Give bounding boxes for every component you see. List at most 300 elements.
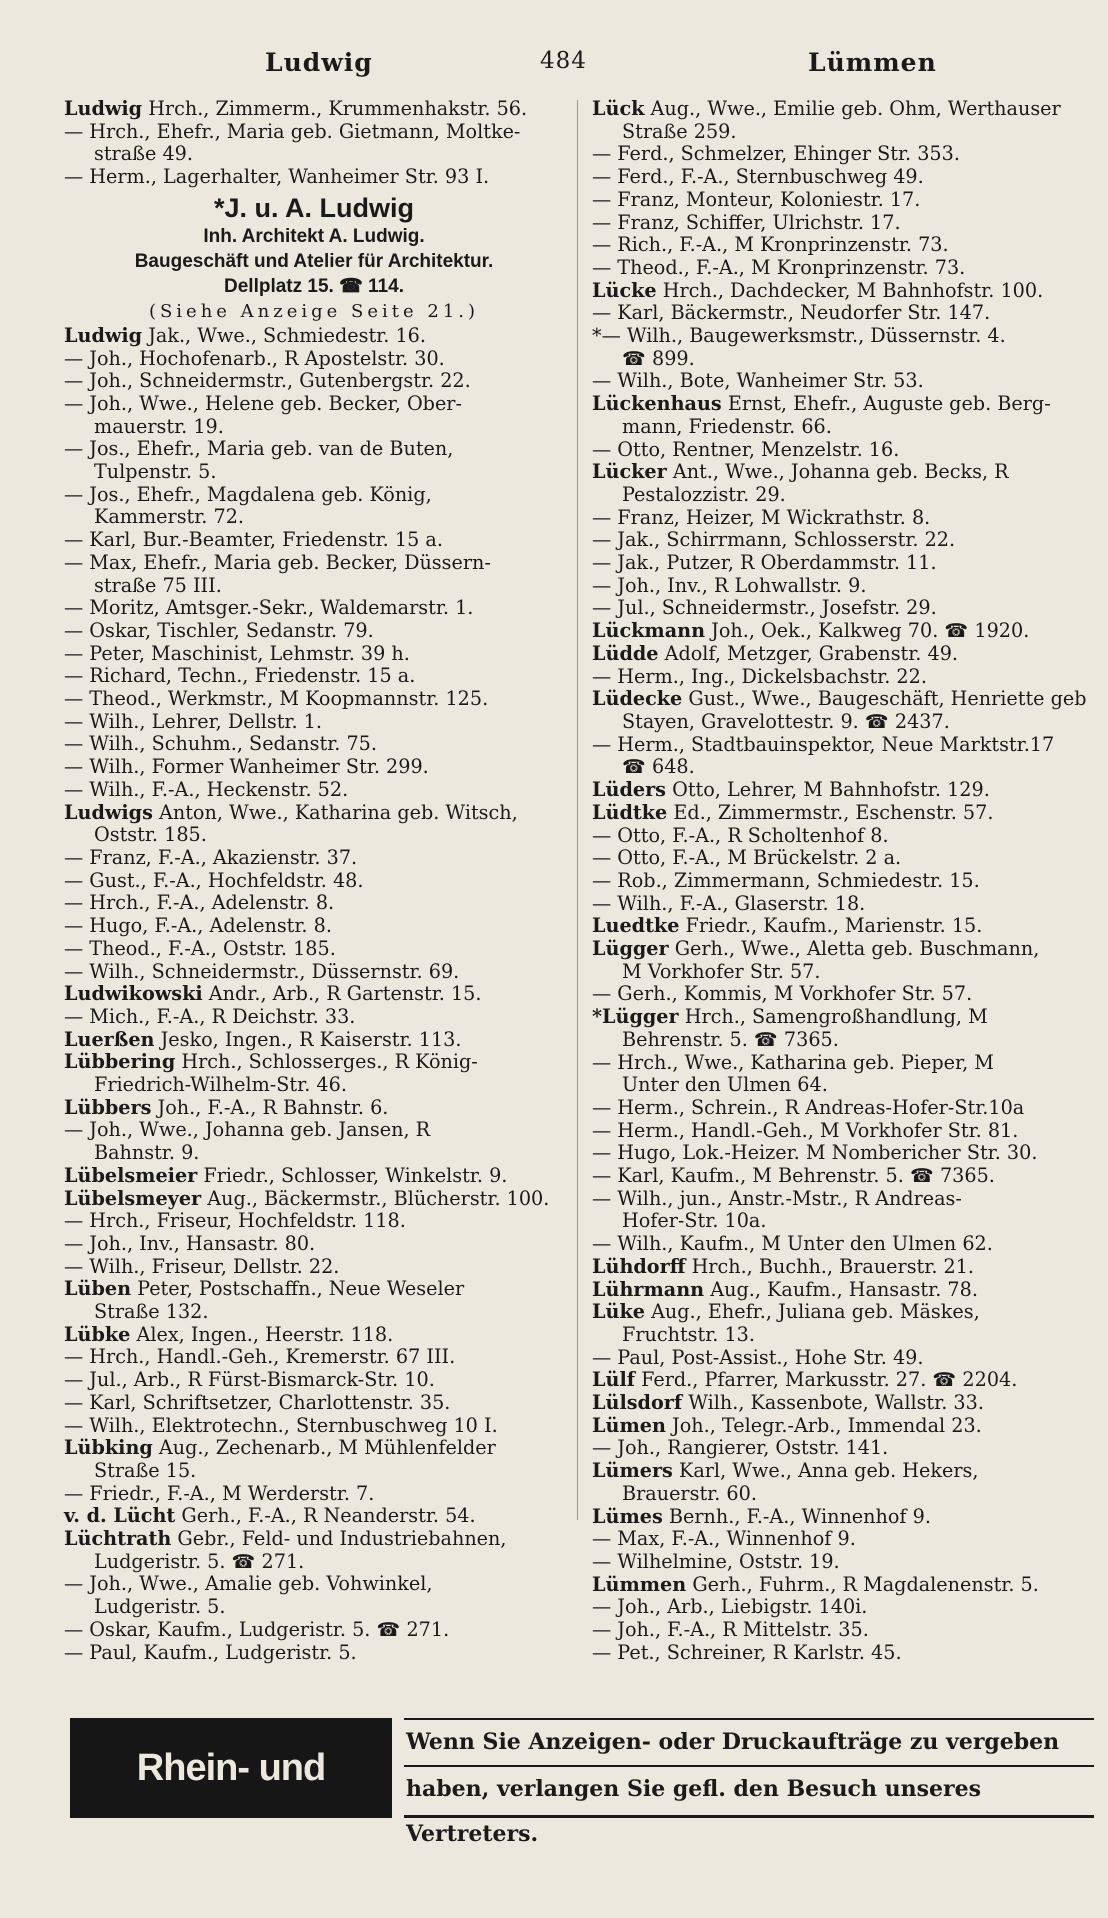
directory-entry <box>64 983 564 1006</box>
ad-reference: (Siehe Anzeige Seite 21.) <box>148 300 480 322</box>
entry-details: — Wilh., Lehrer, Dellstr. 1. <box>64 709 322 733</box>
directory-entry <box>64 1278 564 1323</box>
directory-entry <box>64 597 564 620</box>
entry-surname: v. d. Lücht <box>64 1504 176 1528</box>
footer-line-1: Wenn Sie Anzeigen- oder Druckaufträge zu vergeben <box>404 1720 1094 1767</box>
directory-entry <box>592 779 1092 802</box>
directory-entry <box>592 280 1092 303</box>
entry-details: — Max, Ehefr., Maria geb. Becker, Düssern- <box>64 550 491 574</box>
entry-surname: Lüdde <box>592 641 659 665</box>
directory-entry <box>592 734 1092 779</box>
directory-entry <box>592 620 1092 643</box>
entry-details: — Wilh., F.-A., Glaserstr. 18. <box>592 891 866 915</box>
directory-entry <box>592 870 1092 893</box>
entry-details: Friedr., Kaufm., Marienstr. 15. <box>685 914 983 938</box>
directory-entry <box>592 1506 1092 1529</box>
directory-entry <box>592 1233 1092 1256</box>
directory-entry <box>64 688 564 711</box>
directory-entry <box>592 1279 1092 1302</box>
directory-entry <box>64 892 564 915</box>
entry-surname: Lücke <box>592 278 657 302</box>
entry-surname: Lülsdorf <box>592 1391 683 1415</box>
footer-line-2: haben, verlangen Sie gefl. den Besuch unseres Vertreters. <box>406 1776 981 1847</box>
entry-continuation: Hofer-Str. 10a. <box>622 1209 767 1233</box>
entry-details: — Karl, Schriftsetzer, Charlottenstr. 35. <box>64 1390 451 1414</box>
entry-details: — Joh., Arb., Liebigstr. 140i. <box>592 1595 868 1619</box>
entry-details: — Herm., Ing., Dickelsbachstr. 22. <box>592 664 927 688</box>
entry-line <box>592 393 1092 416</box>
entry-line <box>592 802 1092 825</box>
directory-entry <box>64 1256 564 1279</box>
entry-details: — Gerh., Kommis, M Vorkhofer Str. 57. <box>592 982 973 1006</box>
entry-line <box>592 1233 1092 1256</box>
entry-details: — Joh., Inv., Hansastr. 80. <box>64 1231 316 1255</box>
entry-surname: Luerßen <box>64 1027 155 1051</box>
entry-line <box>64 1346 564 1369</box>
entry-line <box>64 121 564 144</box>
entry-details: Hrch., Samengroßhandlung, M <box>684 1005 988 1029</box>
directory-entry <box>592 575 1092 598</box>
entry-details: — Joh., Hochofenarb., R Apostelstr. 30. <box>64 346 445 370</box>
entry-details: — Peter, Maschinist, Lehmstr. 39 h. <box>64 641 410 665</box>
directory-entry <box>592 1642 1092 1665</box>
entry-continuation: Tulpenstr. 5. <box>94 460 217 484</box>
entry-line <box>64 847 564 870</box>
entry-line <box>64 1188 564 1211</box>
entry-line <box>64 1415 564 1438</box>
entry-details: — Karl, Bäckermstr., Neudorfer Str. 147. <box>592 301 991 325</box>
directory-entry <box>592 643 1092 666</box>
entry-details: Hrch., Dachdecker, M Bahnhofstr. 100. <box>662 278 1044 302</box>
directory-entry <box>592 189 1092 212</box>
entry-line <box>592 1642 1092 1665</box>
entry-line <box>592 1097 1092 1120</box>
directory-entry <box>64 1051 564 1096</box>
entry-details: — Jos., Ehefr., Maria geb. van de Buten, <box>64 437 454 461</box>
entry-line <box>592 1415 1092 1438</box>
entry-line <box>64 1165 564 1188</box>
directory-entry <box>592 257 1092 280</box>
entry-line <box>592 507 1092 530</box>
entry-details: — Richard, Techn., Friedenstr. 15 a. <box>64 664 416 688</box>
entry-line <box>64 1324 564 1347</box>
directory-entry <box>592 1347 1092 1370</box>
entry-continuation: Kammerstr. 72. <box>94 505 245 529</box>
entry-line <box>64 1437 564 1460</box>
entry-details: Ant., Wwe., Johanna geb. Becks, R <box>672 460 1009 484</box>
entry-line <box>64 166 564 189</box>
entry-details: — Ferd., Schmelzer, Ehinger Str. 353. <box>592 142 960 166</box>
entry-line <box>64 665 564 688</box>
directory-entry <box>592 98 1092 143</box>
entry-continuation: straße 75 III. <box>94 573 222 597</box>
entry-surname: Lübelsmeyer <box>64 1186 202 1210</box>
entry-details: Jesko, Ingen., R Kaiserstr. 113. <box>160 1027 462 1051</box>
page-number: 484 <box>540 48 587 74</box>
entry-details: — Otto, F.-A., R Scholtenhof 8. <box>592 823 889 847</box>
entry-line <box>592 1188 1092 1211</box>
entry-details: — Jak., Schirrmann, Schlosserstr. 22. <box>592 528 956 552</box>
entry-line <box>64 1573 564 1596</box>
directory-entry <box>592 529 1092 552</box>
directory-entry <box>64 1006 564 1029</box>
directory-entry <box>64 938 564 961</box>
entry-details: — Franz, F.-A., Akazienstr. 37. <box>64 845 358 869</box>
directory-entry <box>592 461 1092 506</box>
directory-entry <box>592 597 1092 620</box>
entry-line <box>592 189 1092 212</box>
directory-entry <box>64 98 564 121</box>
directory-entry <box>64 1210 564 1233</box>
directory-entry <box>592 688 1092 733</box>
entry-surname: Lübbering <box>64 1050 176 1074</box>
entry-surname: Lüke <box>592 1300 645 1324</box>
entry-details: — Mich., F.-A., R Deichstr. 33. <box>64 1004 356 1028</box>
entry-line <box>592 1165 1092 1188</box>
directory-entry <box>592 507 1092 530</box>
directory-entry <box>592 983 1092 1006</box>
entry-details: Aug., Kaufm., Hansastr. 78. <box>710 1277 978 1301</box>
directory-entry <box>592 1574 1092 1597</box>
entry-line <box>592 1619 1092 1642</box>
directory-entry <box>64 1324 564 1347</box>
entry-line <box>592 529 1092 552</box>
directory-entry <box>64 552 564 597</box>
entry-line <box>592 302 1092 325</box>
entry-line <box>592 1392 1092 1415</box>
entry-details: — Otto, Rentner, Menzelstr. 16. <box>592 437 900 461</box>
directory-entry <box>64 1392 564 1415</box>
entry-continuation: Ludgeristr. 5. <box>94 1595 226 1619</box>
directory-entry <box>592 915 1092 938</box>
entry-line <box>64 393 564 416</box>
entry-continuation: Oststr. 185. <box>94 823 207 847</box>
directory-entry <box>64 1437 564 1482</box>
entry-details: — Rob., Zimmermann, Schmiedestr. 15. <box>592 868 980 892</box>
entry-line <box>592 1006 1092 1029</box>
entry-details: — Moritz, Amtsger.-Sekr., Waldemarstr. 1. <box>64 596 474 620</box>
directory-entry <box>592 1619 1092 1642</box>
directory-entry <box>64 1505 564 1528</box>
directory-entry <box>64 1119 564 1164</box>
directory-entry <box>592 893 1092 916</box>
entry-details: — Paul, Kaufm., Ludgeristr. 5. <box>64 1640 357 1664</box>
directory-entry <box>64 870 564 893</box>
entry-details: Anton, Wwe., Katharina geb. Witsch, <box>159 800 518 824</box>
directory-entry <box>592 439 1092 462</box>
entry-continuation: Fruchtstr. 13. <box>622 1322 755 1346</box>
entry-surname: Lückmann <box>592 619 706 643</box>
ad-business: Baugeschäft und Atelier für Architektur. <box>134 250 494 272</box>
entry-details: Friedr., Schlosser, Winkelstr. 9. <box>203 1163 508 1187</box>
entry-surname: Lübke <box>64 1322 131 1346</box>
entry-continuation: mauerstr. 19. <box>94 414 224 438</box>
directory-entry <box>64 847 564 870</box>
entry-line <box>592 666 1092 689</box>
directory-entry <box>64 733 564 756</box>
entry-details: Hrch., Schlosserges., R König- <box>181 1050 478 1074</box>
entry-details: Peter, Postschaffn., Neue Weseler <box>137 1277 465 1301</box>
entry-line <box>64 870 564 893</box>
entry-surname: Lülf <box>592 1368 635 1392</box>
entry-continuation: Straße 15. <box>94 1458 197 1482</box>
directory-entry <box>64 756 564 779</box>
directory-entry <box>592 1596 1092 1619</box>
entry-details: — Franz, Monteur, Koloniestr. 17. <box>592 187 921 211</box>
entry-surname: Lübking <box>64 1436 153 1460</box>
entry-details: — Herm., Stadtbauinspektor, Neue Marktstr.17 <box>592 732 1055 756</box>
entry-details: — Oskar, Kaufm., Ludgeristr. 5. ☎ 271. <box>64 1617 450 1641</box>
directory-entry <box>64 370 564 393</box>
entry-surname: Ludwikowski <box>64 982 203 1006</box>
entry-details: — Wilh., Bote, Wanheimer Str. 53. <box>592 369 924 393</box>
entry-line <box>64 802 564 825</box>
directory-entry <box>592 938 1092 983</box>
entry-details: Ed., Zimmermstr., Eschenstr. 57. <box>673 800 994 824</box>
entry-details: — Joh., Inv., R Lohwallstr. 9. <box>592 573 867 597</box>
entry-continuation: Bahnstr. 9. <box>94 1141 200 1165</box>
entry-details: — Joh., Schneidermstr., Gutenbergstr. 22. <box>64 369 471 393</box>
directory-entry <box>64 1528 564 1573</box>
entry-details: — Rich., F.-A., M Kronprinzenstr. 73. <box>592 233 949 257</box>
entry-continuation: Stayen, Gravelottestr. 9. ☎ 2437. <box>622 709 950 733</box>
entry-continuation: ☎ 899. <box>622 346 695 370</box>
entry-details: Adolf, Metzger, Grabenstr. 49. <box>664 641 959 665</box>
entry-line <box>592 734 1092 757</box>
entry-surname: Lückenhaus <box>592 392 722 416</box>
entry-line <box>592 915 1092 938</box>
entry-surname: Lügger <box>592 937 669 961</box>
directory-entry <box>64 1369 564 1392</box>
directory-entry <box>592 1392 1092 1415</box>
entry-line <box>592 1528 1092 1551</box>
directory-entry <box>64 1165 564 1188</box>
directory-entry <box>592 1052 1092 1097</box>
newspaper-banner: Rhein- und Ruhrzeitung <box>70 1718 392 1818</box>
directory-entry <box>592 1120 1092 1143</box>
entry-details: Aug., Bäckermstr., Blücherstr. 100. <box>207 1186 550 1210</box>
directory-entry <box>592 325 1092 370</box>
directory-entry <box>592 393 1092 438</box>
entry-line <box>64 1369 564 1392</box>
entry-details: — Wilh., Friseur, Dellstr. 22. <box>64 1254 340 1278</box>
entry-line <box>592 893 1092 916</box>
entry-line <box>64 779 564 802</box>
entry-details: — Herm., Handl.-Geh., M Vorkhofer Str. 81. <box>592 1118 1019 1142</box>
ludwig-advertisement <box>64 193 564 323</box>
entry-details: — Wilh., Schneidermstr., Düssernstr. 69. <box>64 959 460 983</box>
entry-details: Hrch., Zimmerm., Krummenhakstr. 56. <box>148 97 528 120</box>
entry-details: — Karl, Bur.-Beamter, Friedenstr. 15 a. <box>64 528 443 552</box>
entry-details: — Wilh., Schuhm., Sedanstr. 75. <box>64 732 377 756</box>
directory-entry <box>64 961 564 984</box>
entry-continuation: mann, Friedenstr. 66. <box>622 414 832 438</box>
entry-details: — Hrch., Friseur, Hochfeldstr. 118. <box>64 1209 406 1233</box>
entry-surname: Lümen <box>592 1413 666 1437</box>
entry-details: — Theod., Werkmstr., M Koopmannstr. 125. <box>64 687 489 711</box>
entry-line <box>64 1642 564 1665</box>
directory-entry <box>64 915 564 938</box>
entry-line <box>64 1483 564 1506</box>
entry-line <box>592 257 1092 280</box>
entry-details: — Jul., Arb., R Fürst-Bismarck-Str. 10. <box>64 1368 435 1392</box>
entry-line <box>592 143 1092 166</box>
entry-details: — Ferd., F.-A., Sternbuschweg 49. <box>592 165 924 189</box>
entry-line <box>592 620 1092 643</box>
directory-entry <box>592 802 1092 825</box>
entry-continuation: Unter den Ulmen 64. <box>622 1073 828 1097</box>
entry-line <box>64 711 564 734</box>
directory-entry <box>592 1460 1092 1505</box>
directory-entry <box>64 484 564 529</box>
entry-line <box>592 1052 1092 1075</box>
entry-line <box>64 1119 564 1142</box>
entry-surname: Lüdtke <box>592 800 668 824</box>
entry-line <box>64 348 564 371</box>
entry-details: Ferd., Pfarrer, Markusstr. 27. ☎ 2204. <box>641 1368 1018 1392</box>
entry-details: — Karl, Kaufm., M Behrenstr. 5. ☎ 7365. <box>592 1164 995 1188</box>
directory-entry <box>64 711 564 734</box>
entry-details: — Theod., F.-A., M Kronprinzenstr. 73. <box>592 255 966 279</box>
entry-details: Gerh., Fuhrm., R Magdalenenstr. 5. <box>692 1572 1039 1596</box>
entry-details: Alex, Ingen., Heerstr. 118. <box>136 1322 394 1346</box>
entry-continuation: Pestalozzistr. 29. <box>622 482 786 506</box>
entry-line <box>592 1551 1092 1574</box>
entry-surname: Ludwig <box>64 323 143 347</box>
directory-entry <box>64 1483 564 1506</box>
directory-entry <box>592 1006 1092 1051</box>
directory-entry <box>592 1188 1092 1233</box>
entry-details: — Hugo, F.-A., Adelenstr. 8. <box>64 914 332 938</box>
entry-details: — Hrch., Ehefr., Maria geb. Gietmann, Moltke- <box>64 119 521 143</box>
entry-details: — Wilh., jun., Anstr.-Mstr., R Andreas- <box>592 1186 962 1210</box>
entry-line <box>592 1142 1092 1165</box>
entry-details: — Paul, Post-Assist., Hohe Str. 49. <box>592 1345 924 1369</box>
entry-details: — Gust., F.-A., Hochfeldstr. 48. <box>64 868 364 892</box>
entry-surname: Lübbers <box>64 1095 152 1119</box>
directory-entry <box>64 438 564 483</box>
entry-line <box>592 1256 1092 1279</box>
entry-details: — Friedr., F.-A., M Werderstr. 7. <box>64 1481 375 1505</box>
directory-entry <box>64 643 564 666</box>
entry-details: — Jak., Putzer, R Oberdammstr. 11. <box>592 551 937 575</box>
entry-line <box>592 847 1092 870</box>
entry-line <box>592 234 1092 257</box>
directory-entry <box>64 779 564 802</box>
entry-details: Wilh., Kassenbote, Wallstr. 33. <box>688 1391 984 1415</box>
entry-line <box>64 643 564 666</box>
entry-line <box>64 688 564 711</box>
entry-surname: Luedtke <box>592 914 680 938</box>
entry-surname: Ludwigs <box>64 800 153 824</box>
directory-entry <box>592 1256 1092 1279</box>
directory-entry <box>592 143 1092 166</box>
directory-entry <box>592 1437 1092 1460</box>
entry-surname: Lühdorff <box>592 1254 686 1278</box>
entry-details: Gebr., Feld- und Industriebahnen, <box>177 1527 507 1551</box>
entry-line <box>64 597 564 620</box>
entry-details: — Joh., Rangierer, Oststr. 141. <box>592 1436 889 1460</box>
directory-entry <box>592 847 1092 870</box>
entry-line <box>592 1120 1092 1143</box>
entry-line <box>64 1097 564 1120</box>
entry-continuation: Behrenstr. 5. ☎ 7365. <box>622 1027 839 1051</box>
directory-entry <box>592 1142 1092 1165</box>
entry-details: Karl, Wwe., Anna geb. Hekers, <box>678 1459 979 1483</box>
directory-entry <box>592 370 1092 393</box>
entry-details: — Pet., Schreiner, R Karlstr. 45. <box>592 1640 902 1664</box>
entry-details: — Oskar, Tischler, Sedanstr. 79. <box>64 618 374 642</box>
entry-surname: Lüchtrath <box>64 1527 172 1551</box>
entry-line <box>64 1233 564 1256</box>
entry-line <box>592 1506 1092 1529</box>
entry-continuation: straße 49. <box>94 142 193 166</box>
entry-line <box>64 1256 564 1279</box>
right-column <box>592 97 1092 1664</box>
entry-line <box>592 1437 1092 1460</box>
entry-details: — Wilh., F.-A., Heckenstr. 52. <box>64 777 349 801</box>
entry-line <box>64 98 564 121</box>
entry-details: Aug., Ehefr., Juliana geb. Mäskes, <box>651 1300 980 1324</box>
entry-details: Joh., Telegr.-Arb., Immendal 23. <box>672 1413 982 1437</box>
directory-entry <box>592 1551 1092 1574</box>
entry-line <box>592 825 1092 848</box>
directory-entry <box>64 121 564 166</box>
entry-details: — Herm., Schrein., R Andreas-Hofer-Str.10a <box>592 1095 1025 1119</box>
directory-entry <box>592 552 1092 575</box>
entry-line <box>64 325 564 348</box>
entry-line <box>64 756 564 779</box>
entry-line <box>64 915 564 938</box>
footer-advertisement <box>404 1718 1094 1847</box>
entry-line <box>592 98 1092 121</box>
entry-details: — Joh., Wwe., Johanna geb. Jansen, R <box>64 1118 431 1142</box>
entry-line <box>592 439 1092 462</box>
entry-line <box>592 280 1092 303</box>
header-left-keyword: Ludwig <box>265 48 373 77</box>
entry-details: Bernh., F.-A., Winnenhof 9. <box>668 1504 931 1528</box>
directory-entry <box>64 1233 564 1256</box>
directory-entry <box>64 1619 564 1642</box>
directory-entry <box>592 302 1092 325</box>
entry-line <box>592 983 1092 1006</box>
entry-details: — Wilh., Kaufm., M Unter den Ulmen 62. <box>592 1232 993 1256</box>
entry-line <box>592 779 1092 802</box>
entry-surname: Lüdecke <box>592 687 683 711</box>
entry-details: — Franz, Schiffer, Ulrichstr. 17. <box>592 210 901 234</box>
directory-entry <box>592 1369 1092 1392</box>
entry-line <box>592 325 1092 348</box>
entry-line <box>592 643 1092 666</box>
entry-details: Joh., F.-A., R Bahnstr. 6. <box>157 1095 389 1119</box>
entry-line <box>64 1278 564 1301</box>
entry-surname: Lücker <box>592 460 667 484</box>
entry-details: Gerh., F.-A., R Neanderstr. 54. <box>181 1504 476 1528</box>
entry-surname: *Lügger <box>592 1005 679 1029</box>
entry-details: Hrch., Buchh., Brauerstr. 21. <box>691 1254 975 1278</box>
entry-continuation: ☎ 648. <box>622 755 695 779</box>
entry-line <box>592 597 1092 620</box>
directory-entry <box>592 1165 1092 1188</box>
entry-line <box>592 938 1092 961</box>
entry-line <box>64 938 564 961</box>
entry-details: — Joh., F.-A., R Mittelstr. 35. <box>592 1618 869 1642</box>
entry-line <box>64 1619 564 1642</box>
directory-entry <box>64 665 564 688</box>
entry-line <box>64 983 564 1006</box>
entry-line <box>64 620 564 643</box>
directory-entry <box>64 166 564 189</box>
